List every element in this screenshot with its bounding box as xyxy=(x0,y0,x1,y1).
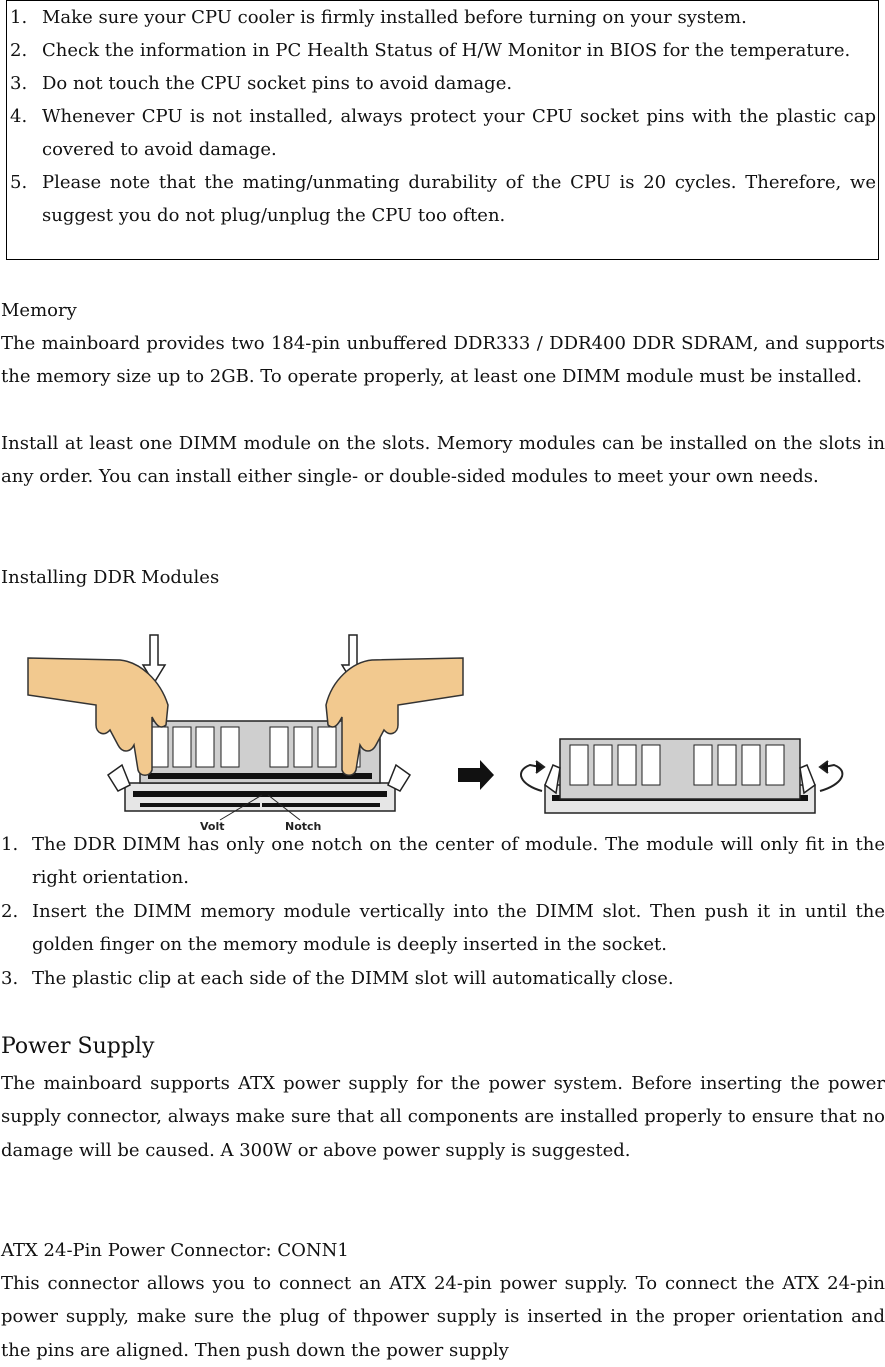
right-hand xyxy=(326,658,463,775)
install-step xyxy=(1,895,885,962)
notch-label: Notch xyxy=(285,820,322,833)
power-supply-paragraph: The mainboard supports ATX power supply for the power system. Before inserting the power supply connector, always make sure that all components are installed properly to ensure that no damage will be caused. A 300W or above power supply is suggested. xyxy=(1,1073,885,1161)
step-text: The DDR DIMM has only one notch on the center of module. The module will only fit in the right orientation. xyxy=(32,834,885,889)
step-number: 3. xyxy=(1,967,19,989)
installed-dimm-module xyxy=(560,739,800,799)
ddr-install-figure xyxy=(0,625,885,835)
notice-item xyxy=(10,67,876,100)
notice-item xyxy=(10,1,876,34)
notice-item-text: Please note that the mating/unmating durability of the CPU is 20 cycles. Therefore, we suggest you do not plug/unplug the CPU too often. xyxy=(42,172,876,226)
notice-item-text: Whenever CPU is not installed, always protect your CPU socket pins with the plastic cap covered to avoid damage. xyxy=(42,106,876,160)
notice-item-number: 4. xyxy=(10,106,28,127)
step-text: Insert the DIMM memory module vertically into the DIMM slot. Then push it in until the golden finger on the memory module is deeply inserted in the socket. xyxy=(32,900,885,956)
atx-connector-heading: ATX 24-Pin Power Connector: CONN1 xyxy=(1,1240,349,1261)
notice-item xyxy=(10,34,876,67)
install-steps-list xyxy=(1,828,885,995)
clip-close-arrow-icon xyxy=(820,761,842,791)
ddr-install-illustration xyxy=(0,625,885,835)
notice-item xyxy=(10,166,876,232)
install-step xyxy=(1,962,885,995)
clip-close-arrow-icon xyxy=(521,761,544,791)
memory-heading: Memory xyxy=(1,300,77,321)
notice-item xyxy=(10,100,876,166)
notice-item-text: Do not touch the CPU socket pins to avoid damage. xyxy=(42,73,513,94)
step-number: 1. xyxy=(1,834,19,855)
notice-item-text: Make sure your CPU cooler is firmly installed before turning on your system. xyxy=(42,7,747,28)
right-arrow-icon xyxy=(458,760,494,790)
installing-ddr-subheading: Installing DDR Modules xyxy=(1,567,220,588)
notice-item-number: 3. xyxy=(10,73,28,94)
notice-item-text: Check the information in PC Health Status of H/W Monitor in BIOS for the temperature. xyxy=(42,40,851,61)
left-hand xyxy=(28,658,168,775)
step-number: 2. xyxy=(1,900,19,922)
notice-item-number: 2. xyxy=(10,40,28,61)
notice-item-number: 1. xyxy=(10,7,28,28)
step-text: The plastic clip at each side of the DIMM slot will automatically close. xyxy=(32,967,674,989)
cpu-notice-box xyxy=(6,0,879,260)
install-step xyxy=(1,828,885,895)
dimm-slot xyxy=(125,783,395,811)
notice-item-number: 5. xyxy=(10,172,28,193)
memory-paragraph-2: Install at least one DIMM module on the slots. Memory modules can be installed on the slots in any order. You can install either single- or double-sided modules to meet your own needs. xyxy=(1,433,885,488)
volt-label: Volt xyxy=(200,820,225,833)
power-supply-heading: Power Supply xyxy=(1,1034,155,1059)
atx-connector-paragraph: This connector allows you to connect an ATX 24-pin power supply. To connect the ATX 24-pin power supply, make sure the plug of thpower supply is inserted in the proper orientation and the pins are aligned. Then push down the power supply xyxy=(1,1273,885,1361)
memory-paragraph-1: The mainboard provides two 184-pin unbuffered DDR333 / DDR400 DDR SDRAM, and supports the memory size up to 2GB. To operate properly, at least one DIMM module must be installed. xyxy=(1,333,885,388)
